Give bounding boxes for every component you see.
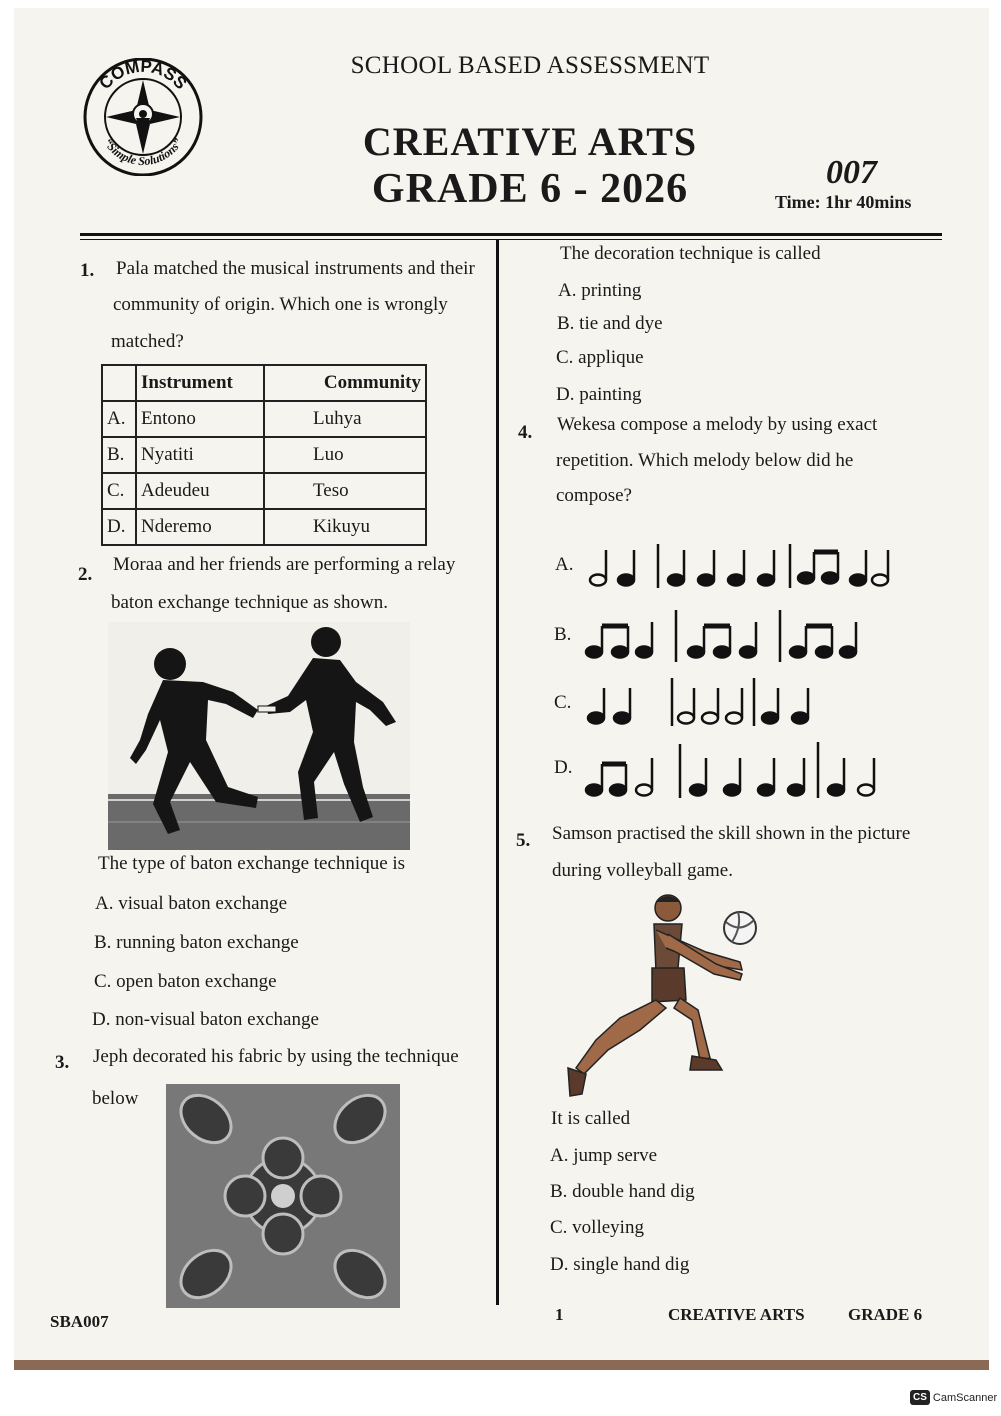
q3-option-d: D. painting [556,384,642,405]
page-number: 1 [555,1305,564,1324]
header-rule-thin [80,239,942,240]
q5-option-c: C. volleying [550,1217,644,1238]
q3-stem: The decoration technique is called [560,243,821,264]
time-allowed: Time: 1hr 40mins [775,192,912,212]
page-shadow [14,1360,989,1370]
subject-title: CREATIVE ARTS [362,119,698,164]
row-community: Luo [264,437,426,473]
compass-logo [80,58,206,176]
logo-bottom-text: “Simple Solutions” [100,135,186,169]
row-instrument: Nderemo [136,509,264,545]
logo-top-text: COMPASS [95,58,191,94]
col-instrument: Instrument [136,365,264,401]
table-row [102,509,426,545]
instrument-table [101,364,427,546]
q1-number: 1. [80,260,95,281]
q4-number: 4. [518,422,533,443]
melody-c-notation[interactable] [580,676,910,728]
row-instrument: Nyatiti [136,437,264,473]
q5-text-2: during volleyball game. [552,860,733,881]
row-community: Kikuyu [264,509,426,545]
q2-option-c: C. open baton exchange [94,971,277,992]
row-instrument: Adeudeu [136,473,264,509]
q4-option-d: D. [554,757,573,778]
melody-a-notation[interactable] [580,540,910,592]
column-divider [496,240,499,1305]
q4-option-a: A. [555,554,574,575]
table-row [102,401,426,437]
camscanner-badge: CS [910,1390,930,1405]
fabric-decoration-image [166,1084,400,1308]
footer-subject: CREATIVE ARTS [668,1305,805,1324]
q5-option-b: B. double hand dig [550,1181,695,1202]
q5-number: 5. [516,830,531,851]
row-instrument: Entono [136,401,264,437]
assessment-type: SCHOOL BASED ASSESSMENT [350,52,710,79]
table-header-row [102,365,426,401]
col-community: Community [264,365,426,401]
row-letter: C. [102,473,136,509]
q3-text-1: Jeph decorated his fabric by using the technique [93,1046,459,1067]
paper-code: 007 [826,154,877,191]
row-community: Teso [264,473,426,509]
q5-text-1: Samson practised the skill shown in the picture [552,823,911,844]
relay-runners-image [108,622,410,850]
q5-option-d: D. single hand dig [550,1254,690,1275]
q1-text-2: community of origin. Which one is wrongly [113,294,448,315]
q2-text-1: Moraa and her friends are performing a relay [113,554,456,575]
q3-option-c: C. applique [556,347,644,368]
q1-text-1: Pala matched the musical instruments and their [116,258,475,279]
q4-text-1: Wekesa compose a melody by using exact [557,414,878,435]
q3-option-a: A. printing [558,280,642,301]
q2-text-2: baton exchange technique as shown. [111,592,388,613]
melody-b-notation[interactable] [580,608,910,664]
row-letter: B. [102,437,136,473]
q2-option-b: B. running baton exchange [94,932,299,953]
q4-text-2: repetition. Which melody below did he [556,450,854,471]
table-row [102,437,426,473]
grade-title: GRADE 6 - 2026 [371,166,689,212]
table-header-blank [102,365,136,401]
footer-code: SBA007 [50,1312,109,1331]
q5-stem: It is called [551,1108,631,1129]
footer-grade: GRADE 6 [848,1305,923,1324]
q4-text-3: compose? [556,485,632,506]
q3-number: 3. [55,1052,70,1073]
camscanner-label: CamScanner [932,1391,998,1404]
q4-option-b: B. [554,624,572,645]
header-rule [80,233,942,236]
row-letter: A. [102,401,136,437]
melody-d-notation[interactable] [580,742,910,800]
row-community: Luhya [264,401,426,437]
q2-number: 2. [78,564,93,585]
table-row [102,473,426,509]
volleyball-player-image [556,890,766,1102]
q1-text-3: matched? [111,331,184,352]
q3-option-b: B. tie and dye [557,313,663,334]
q2-option-d: D. non-visual baton exchange [92,1009,319,1030]
q2-stem: The type of baton exchange technique is [98,853,406,874]
row-letter: D. [102,509,136,545]
q5-option-a: A. jump serve [550,1145,658,1166]
q4-option-c: C. [554,692,572,713]
camscanner-watermark [910,1390,997,1405]
q2-option-a: A. visual baton exchange [95,893,288,914]
q3-text-2: below [92,1088,139,1109]
